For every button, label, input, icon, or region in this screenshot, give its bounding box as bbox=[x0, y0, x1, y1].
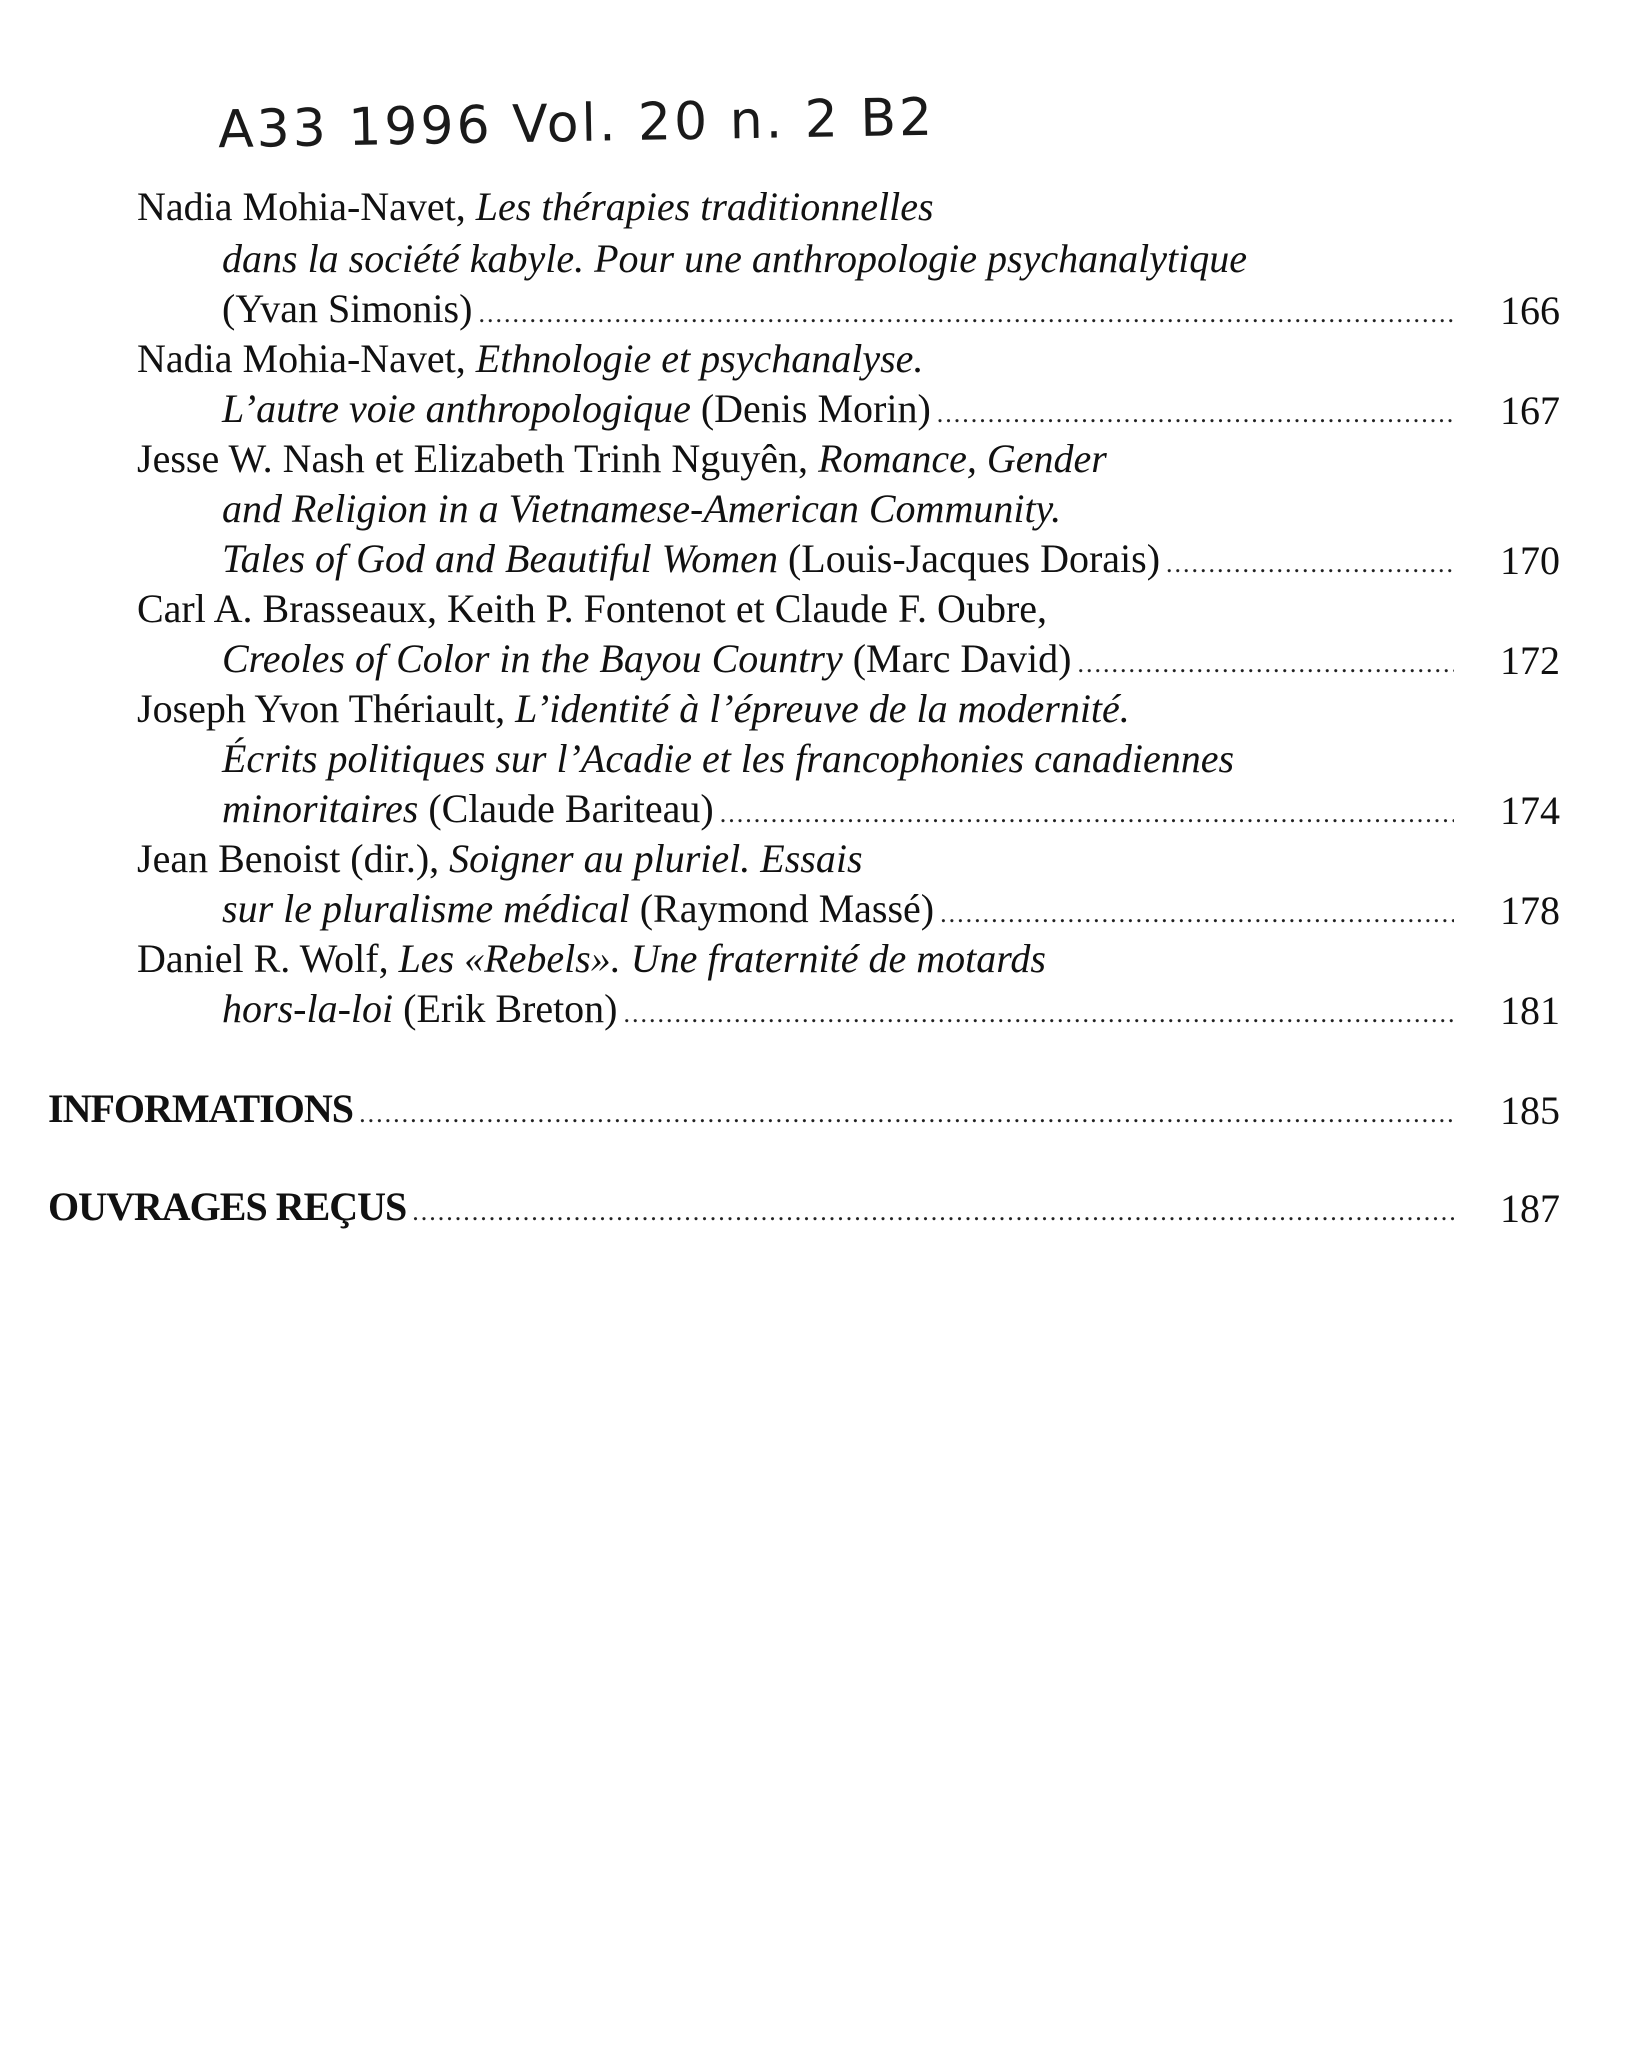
section-leader-line bbox=[48, 1084, 1460, 1134]
entry-title: Écrits politiques sur l’Acadie et les francophonies canadiennes bbox=[222, 736, 1235, 781]
entry-authors: Joseph Yvon Thériault, bbox=[137, 686, 506, 731]
handwritten-call-number: A33 1996 Vol. 20 n. 2 B2 bbox=[217, 87, 936, 161]
entry-authors: Nadia Mohia-Navet, bbox=[137, 184, 466, 229]
entry-title: L’identité à l’épreuve de la modernité. bbox=[515, 686, 1130, 731]
entry-reviewer: (Denis Morin) bbox=[700, 386, 931, 431]
entry-reviewer: (Claude Bariteau) bbox=[428, 786, 714, 831]
entry-leader-line bbox=[222, 634, 1460, 684]
dot-leader bbox=[624, 989, 1455, 1039]
entry-heading-line bbox=[137, 434, 1107, 484]
entry-leader-line bbox=[222, 284, 1460, 334]
dot-leader bbox=[412, 1187, 1454, 1237]
entry-page-number: 178 bbox=[1500, 888, 1560, 933]
entry-authors: Nadia Mohia-Navet, bbox=[137, 336, 466, 381]
entry-authors: Jean Benoist (dir.), bbox=[137, 836, 440, 881]
entry-reviewer: (Yvan Simonis) bbox=[222, 286, 473, 331]
entry-heading-line bbox=[137, 334, 923, 384]
entry-page-number: 174 bbox=[1500, 788, 1560, 833]
dot-leader bbox=[359, 1089, 1454, 1139]
dot-leader bbox=[940, 889, 1454, 939]
entry-title: sur le pluralisme médical bbox=[222, 886, 630, 931]
entry-heading-line bbox=[137, 584, 1047, 634]
entry-reviewer: (Raymond Massé) bbox=[639, 886, 935, 931]
entry-title: Les thérapies traditionnelles bbox=[475, 184, 934, 229]
entry-title: minoritaires bbox=[222, 786, 419, 831]
entry-title: L’autre voie anthropologique bbox=[222, 386, 691, 431]
entry-title: Ethnologie et psychanalyse. bbox=[475, 336, 924, 381]
entry-heading-line bbox=[137, 684, 1130, 734]
dot-leader bbox=[1078, 639, 1455, 689]
entry-leader-line bbox=[222, 984, 1460, 1034]
entry-title: Romance, Gender bbox=[818, 436, 1107, 481]
entry-reviewer: (Marc David) bbox=[852, 636, 1072, 681]
entry-reviewer: (Louis-Jacques Dorais) bbox=[787, 536, 1161, 581]
entry-title: Tales of God and Beautiful Women bbox=[222, 536, 778, 581]
section-title: INFORMATIONS bbox=[48, 1086, 354, 1131]
entry-authors: Daniel R. Wolf, bbox=[137, 936, 389, 981]
entry-authors: Jesse W. Nash et Elizabeth Trinh Nguyên, bbox=[137, 436, 809, 481]
entry-title: hors-la-loi bbox=[222, 986, 394, 1031]
entry-heading-line bbox=[137, 834, 863, 884]
entry-heading-line bbox=[137, 182, 934, 232]
entry-page-number: 166 bbox=[1500, 288, 1560, 333]
dot-leader bbox=[720, 789, 1454, 839]
entry-heading-line bbox=[137, 934, 1046, 984]
entry-title: Creoles of Color in the Bayou Country bbox=[222, 636, 843, 681]
section-page-number: 185 bbox=[1500, 1088, 1560, 1133]
section-title: OUVRAGES REÇUS bbox=[48, 1184, 407, 1229]
entry-title-continuation bbox=[222, 234, 1247, 284]
entry-leader-line bbox=[222, 384, 1460, 434]
entry-title-continuation bbox=[222, 734, 1234, 784]
dot-leader bbox=[478, 289, 1454, 339]
entry-title: dans la société kabyle. Pour une anthropologie psychanalytique bbox=[222, 236, 1247, 281]
entry-page-number: 167 bbox=[1500, 388, 1560, 433]
entry-title: Soigner au pluriel. Essais bbox=[449, 836, 863, 881]
entry-title: Les «Rebels». Une fraternité de motards bbox=[398, 936, 1046, 981]
entry-page-number: 172 bbox=[1500, 638, 1560, 683]
entry-leader-line bbox=[222, 534, 1460, 584]
entry-title: and Religion in a Vietnamese-American Community. bbox=[222, 486, 1062, 531]
entry-page-number: 181 bbox=[1500, 988, 1560, 1033]
entry-page-number: 170 bbox=[1500, 538, 1560, 583]
section-leader-line bbox=[48, 1182, 1460, 1232]
dot-leader bbox=[1166, 539, 1454, 589]
entry-reviewer: (Erik Breton) bbox=[403, 986, 618, 1031]
entry-leader-line bbox=[222, 784, 1460, 834]
entry-authors: Carl A. Brasseaux, Keith P. Fontenot et Claude F. Oubre, bbox=[137, 586, 1048, 631]
dot-leader bbox=[937, 389, 1454, 439]
section-page-number: 187 bbox=[1500, 1186, 1560, 1231]
entry-leader-line bbox=[222, 884, 1460, 934]
entry-title-continuation bbox=[222, 484, 1061, 534]
